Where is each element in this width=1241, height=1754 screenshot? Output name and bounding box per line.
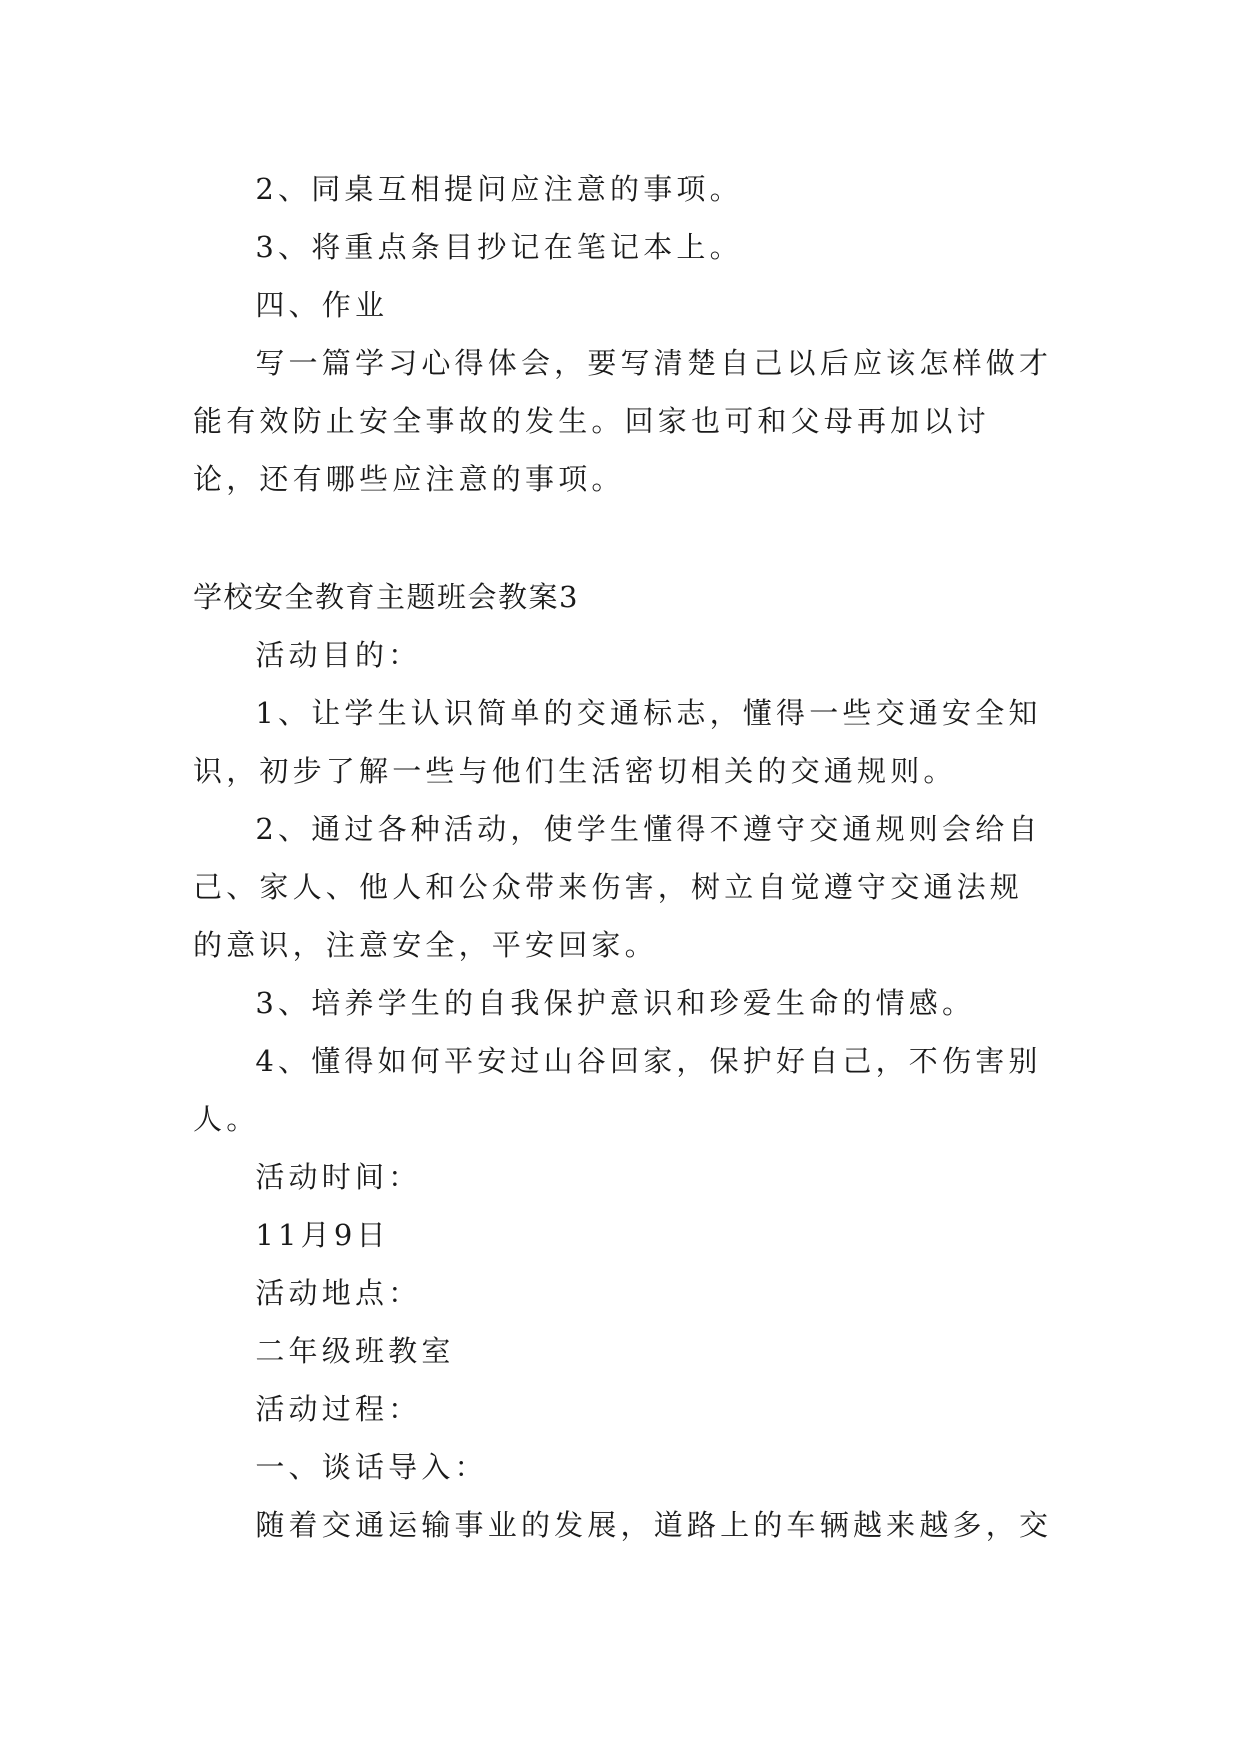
document-body — [193, 160, 1053, 1554]
paragraph: 1、让学生认识简单的交通标志，懂得一些交通安全知识，初步了解一些与他们生活密切相关的交通规则。 — [193, 696, 1042, 788]
paragraph: 二年级班教室 — [255, 1334, 455, 1368]
paragraph: 11月9日 — [255, 1218, 390, 1252]
heading-homework: 四、作业 — [255, 288, 389, 322]
section-title: 学校安全教育主题班会教案3 — [193, 580, 579, 614]
paragraph: 随着交通运输事业的发展，道路上的车辆越来越多，交 — [255, 1508, 1053, 1542]
paragraph: 3、将重点条目抄记在笔记本上。 — [255, 230, 743, 264]
paragraph: 活动目的： — [255, 638, 422, 672]
paragraph: 2、同桌互相提问应注意的事项。 — [255, 172, 743, 206]
paragraph: 4、懂得如何平安过山谷回家，保护好自己，不伤害别人。 — [193, 1044, 1042, 1136]
paragraph: 写一篇学习心得体会，要写清楚自己以后应该怎样做才能有效防止安全事故的发生。回家也可和父母再加以讨论，还有哪些应注意的事项。 — [193, 346, 1053, 496]
paragraph: 活动地点： — [255, 1276, 422, 1310]
paragraph: 2、通过各种活动，使学生懂得不遵守交通规则会给自己、家人、他人和公众带来伤害，树立自觉遵守交通法规的意识，注意安全，平安回家。 — [193, 812, 1042, 962]
paragraph: 3、培养学生的自我保护意识和珍爱生命的情感。 — [255, 986, 976, 1020]
paragraph: 活动时间： — [255, 1160, 422, 1194]
paragraph: 活动过程： — [255, 1392, 422, 1426]
paragraph: 一、谈话导入： — [255, 1450, 488, 1484]
